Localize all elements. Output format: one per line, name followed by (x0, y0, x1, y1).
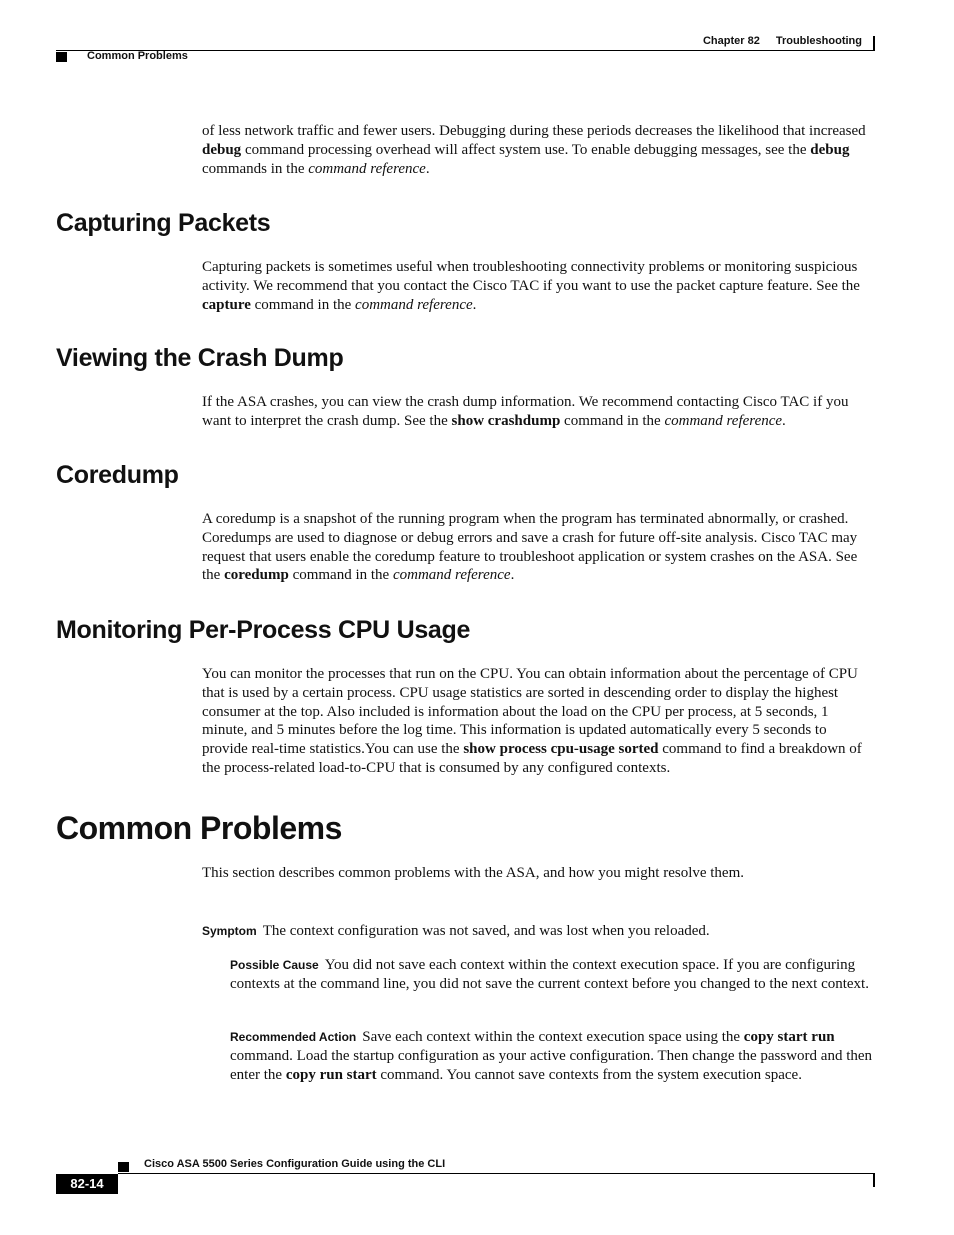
doc-reference: command reference (664, 412, 783, 429)
command-show-crashdump: show crashdump (451, 412, 561, 429)
header-tick (873, 36, 875, 51)
doc-reference: command reference (392, 567, 511, 584)
symptom-text: The context configuration was not saved, and was lost when you reloaded. (262, 923, 710, 939)
chapter-title: Troubleshooting (775, 35, 862, 47)
heading-capturing-packets: Capturing Packets (56, 209, 271, 237)
recommended-action-label: Recommended Action (230, 1030, 357, 1044)
capturing-paragraph: Capturing packets is sometimes useful when troubleshooting connectivity problems or monitoring suspicious activity. We recommend that you contact the Cisco TAC if you want to use the packet capture feature. See the capture command in the command reference. (202, 259, 860, 313)
doc-reference: command reference (355, 296, 473, 313)
symptom-entry (202, 922, 874, 941)
footer-tick (873, 1174, 875, 1187)
heading-coredump: Coredump (56, 461, 179, 489)
symptom-label: Symptom (202, 924, 257, 938)
recommended-action-entry: Recommended Action Save each context within the context execution space using the copy start run command. Load the startup configuration as your active configuration. Then change the password and then enter the copy run start command. You cannot save contexts from the system execution space. (230, 1029, 873, 1083)
command-copy-run-start: copy run start (285, 1066, 377, 1083)
possible-cause-text: You did not save each context within the context execution space. If you are configuring contexts at the command line, you did not save the current context before you changed to the next context. (230, 957, 869, 992)
footer-marker (118, 1162, 129, 1172)
command-debug: debug (202, 141, 242, 158)
heading-common-problems: Common Problems (56, 810, 342, 846)
chapter-number: Chapter 82 (702, 35, 760, 47)
command-show-process-cpu-usage: show process cpu-usage sorted (463, 741, 659, 758)
heading-cpu-usage: Monitoring Per-Process CPU Usage (56, 616, 471, 644)
doc-reference: command reference (308, 160, 426, 177)
command-copy-start-run: copy start run (743, 1029, 835, 1045)
running-header-section: Common Problems (87, 50, 188, 62)
possible-cause-label: Possible Cause (230, 958, 319, 972)
cpu-paragraph: You can monitor the processes that run on the CPU. You can obtain information about the percentage of CPU that is used by a certain process. CPU usage statistics are sorted in descending order to display the highest consumer at the top. Also included is information about the load on the CPU per process, at 5 seconds, 1 minute, and 5 minutes before the log time. This information is updated automatically every 5 seconds to provide real-time statistics.You can use the show process cpu-usage sorted command to find a breakdown of the process-related load-to-CPU that is consumed by any configured contexts. (202, 666, 862, 776)
command-debug: debug (810, 141, 850, 158)
possible-cause-entry (230, 956, 874, 994)
intro-paragraph: of less network traffic and fewer users. Debugging during these periods decreases the likelihood that increased debug command processing overhead will affect system use. To enable debugging messages, see the debug commands in the command reference. (202, 123, 866, 177)
header-marker (56, 52, 67, 62)
running-header-chapter (703, 35, 862, 47)
coredump-paragraph: A coredump is a snapshot of the running program when the program has terminated abnormally, or crashed. Coredumps are used to diagnose or debug errors and save a crash for future off-site analysis. Cisco TAC may request that users enable the coredump feature to troubleshoot application or system crashes on the ASA. See the coredump command in the command reference. (202, 511, 858, 584)
command-capture: capture (202, 296, 251, 313)
command-coredump: coredump (224, 567, 289, 584)
page-number: 82-14 (56, 1174, 118, 1194)
common-problems-intro: This section describes common problems with the ASA, and how you might resolve them. (202, 865, 745, 881)
footer-rule (118, 1173, 875, 1174)
footer-doc-title: Cisco ASA 5500 Series Configuration Guide using the CLI (144, 1158, 446, 1170)
heading-crash-dump: Viewing the Crash Dump (56, 344, 344, 372)
crash-dump-paragraph: If the ASA crashes, you can view the crash dump information. We recommend contacting Cisco TAC if you want to interpret the crash dump. See the show crashdump command in the command reference. (202, 394, 849, 429)
